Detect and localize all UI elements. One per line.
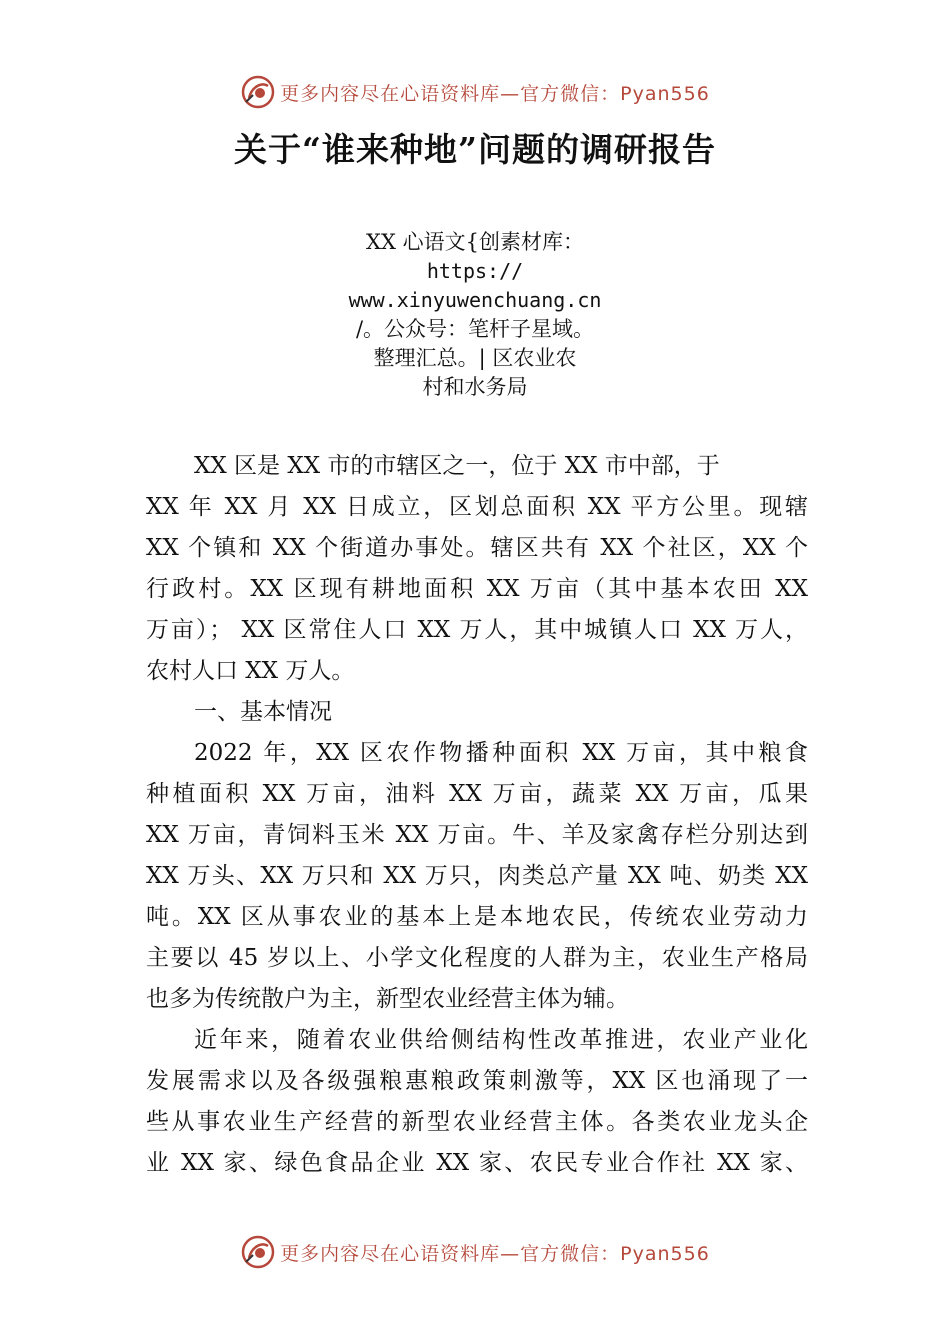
body-line: 农村人口 XX 万人。 [146,658,355,684]
body-line: XX 年 XX 月 XX 日成立，区划总面积 XX 平方公里。现辖 [146,494,808,520]
banner-text: 更多内容尽在心语资料库—官方微信：Pyan556 [280,82,710,105]
meta-line: XX 心语文{创素材库： [366,230,584,254]
body-line: 主要以 45 岁以上、小学文化程度的人群为主，农业生产格局 [146,945,808,971]
circle-gear-logo-icon [240,74,276,110]
body-line: 吨。XX 区从事农业的基本上是本地农民，传统农业劳动力 [146,904,808,930]
meta-line: www.xinyuwenchuang.cn [348,288,602,312]
body-line: 也多为传统散户为主，新型农业经营主体为辅。 [146,986,629,1012]
body-line: 种植面积 XX 万亩，油料 XX 万亩，蔬菜 XX 万亩，瓜果 [146,781,808,807]
header-watermark-banner [0,72,950,112]
meta-line: /。公众号：笔杆子星域。 [355,317,595,341]
circle-gear-logo-icon [240,1234,276,1270]
body-line: 2022 年，XX 区农作物播种面积 XX 万亩，其中粮食 [194,740,808,766]
meta-line: 村和水务局 [422,375,528,399]
body-line: 发展需求以及各级强粮惠粮政策刺激等，XX 区也涌现了一 [146,1068,808,1094]
banner-text: 更多内容尽在心语资料库—官方微信：Pyan556 [280,1242,710,1265]
body-line: 些从事农业生产经营的新型农业经营主体。各类农业龙头企 [146,1109,808,1135]
section-heading: 一、基本情况 [194,699,332,725]
body-line: XX 区是 XX 市的市辖区之一，位于 XX 市中部，于 [194,453,720,479]
author-meta-block [300,228,650,402]
meta-line: 整理汇总。| 区农业农 [373,346,577,370]
meta-line: https:// [426,259,524,283]
body-line: XX 万亩，青饲料玉米 XX 万亩。牛、羊及家禽存栏分别达到 [146,822,808,848]
report-body [146,446,808,1184]
body-line: XX 万头、XX 万只和 XX 万只，肉类总产量 XX 吨、奶类 XX [146,863,808,889]
body-line: 近年来，随着农业供给侧结构性改革推进，农业产业化 [194,1027,808,1053]
body-line: 万亩）； XX 区常住人口 XX 万人，其中城镇人口 XX 万人， [146,617,808,643]
footer-watermark-banner [0,1232,950,1272]
page-title: 关于“谁来种地”问题的调研报告 [234,130,716,169]
body-line: 行政村。XX 区现有耕地面积 XX 万亩（其中基本农田 XX [146,576,808,602]
body-line: 业 XX 家、绿色食品企业 XX 家、农民专业合作社 XX 家、 [146,1150,808,1176]
body-line: XX 个镇和 XX 个街道办事处。辖区共有 XX 个社区，XX 个 [146,535,808,561]
